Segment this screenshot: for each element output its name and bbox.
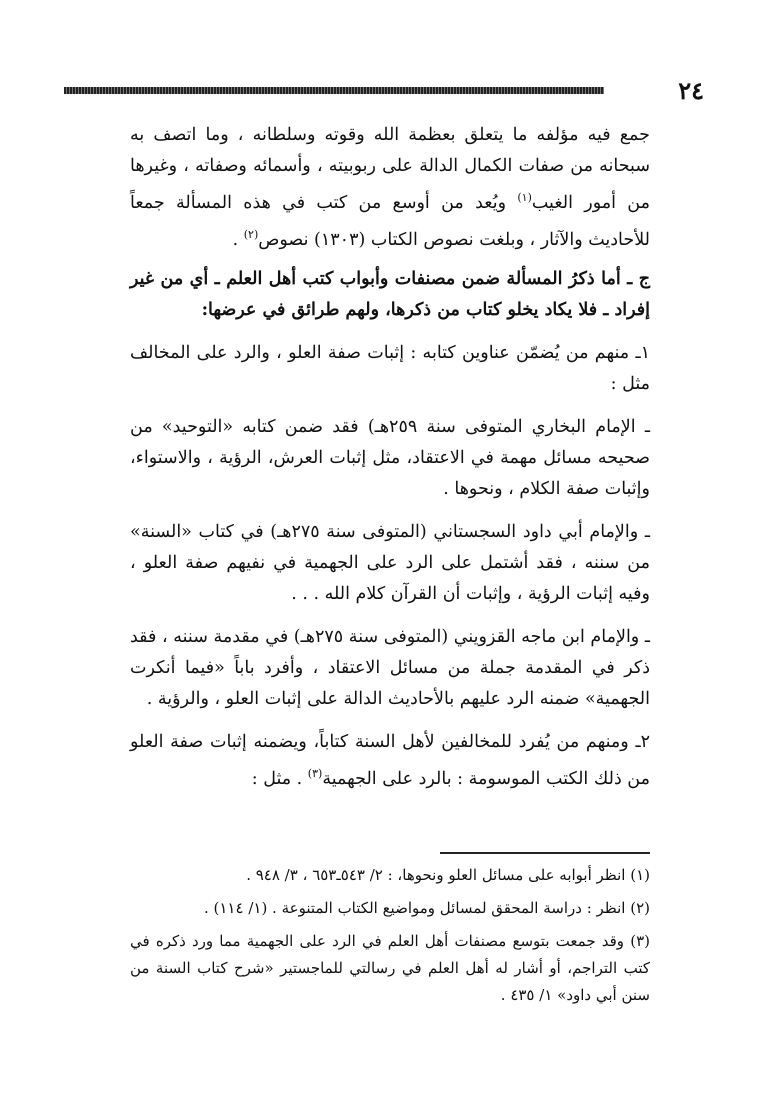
footnotes [130, 862, 650, 1015]
main-text [130, 120, 650, 806]
page-number: ٢٤ [678, 76, 704, 105]
list-item-2 [130, 727, 650, 795]
footnote-ref-3: (٣) [307, 766, 323, 780]
footnote-2: (٢) انظر : دراسة المحقق لمسائل ومواضيع الكتاب المتنوعة . (١/ ١١٤) . [203, 899, 650, 917]
footnote-ref-2: (٢) [243, 227, 259, 241]
bukhari-item: ـ الإمام البخاري المتوفى سنة ٢٥٩هـ) فقد ضمن كتابه «التوحيد» من صحيحه مسائل مهمة في الاعتقاد، مثل إثبات العرش، الرؤية ، والاستواء، وإثبات صفة الكلام ، ونحوها . [130, 416, 650, 499]
intro-text-end: . [232, 229, 244, 250]
footnote-separator [440, 852, 650, 854]
list-item-2-end: . مثل : [251, 768, 308, 789]
header-rule [64, 87, 604, 94]
abudawud-item: ـ والإمام أبي داود السجستاني (المتوفى سنة ٢٧٥هـ) في كتاب «السنة» من سننه ، فقد أشتمل على الرد على الجهمية في نفيهم صفة العلو ، وفيه إثبات الرؤية ، وإثبات أن القرآن كلام الله . . . [130, 521, 651, 604]
ibnmajah-item: ـ والإمام ابن ماجه القزويني (المتوفى سنة ٢٧٥هـ) في مقدمة سننه ، فقد ذكر في المقدمة جملة من مسائل الاعتقاد ، وأفرد باباً «فيما أنكرت الجهمية» ضمنه الرد عليهم بالأحاديث الدالة على إثبات العلو ، والرؤية . [130, 626, 650, 709]
intro-paragraph [130, 120, 650, 256]
section-heading: ج ـ أما ذكرُ المسألة ضمن مصنفات وأبواب كتب أهل العلم ـ أي من غير إفراد ـ فلا يكاد يخلو كتاب من ذكرها، ولهم طرائق في عرضها: [130, 268, 650, 320]
list-item-1: ١ـ منهم من يُضمّن عناوين كتابه : إثبات صفة العلو ، والرد على المخالف مثل : [130, 342, 650, 394]
footnote-ref-1: (١) [517, 191, 532, 204]
list-item-2-text: ٢ـ ومنهم من يُفرد للمخالفين لأهل السنة كتاباً، ويضمنه إثبات صفة العلو من ذلك الكتب الموسومة : بالرد على الجهمية [130, 731, 650, 789]
footnote-3: (٣) وقد جمعت بتوسع مصنفات أهل العلم في الرد على الجهمية مما ورد ذكره في كتب التراجم، أو أشار له أهل العلم في رسالتي للماجستير «شرح كتاب السنة من سنن أبي داود» ١/ ٤٣٥ . [130, 932, 650, 1004]
intro-text: جمع فيه مؤلفه ما يتعلق بعظمة الله وقوته وسلطانه ، وما اتصف به سبحانه من صفات الكمال الدالة على ربوبيته ، وأسمائه وصفاته ، وغيرها من أمور الغيب [130, 125, 650, 213]
page-header [64, 78, 704, 106]
intro-text-cont: ويُعد من أوسع من كتب في هذه المسألة جمعاً للأحاديث والآثار ، وبلغت نصوص الكتاب (١٣٠٣) نصوص [130, 192, 650, 250]
footnote-1: (١) انظر أبوابه على مسائل العلو ونحوها، : ٢/ ٥٤٣ـ٦٥٣ ، ٣/ ٩٤٨ . [246, 866, 650, 884]
